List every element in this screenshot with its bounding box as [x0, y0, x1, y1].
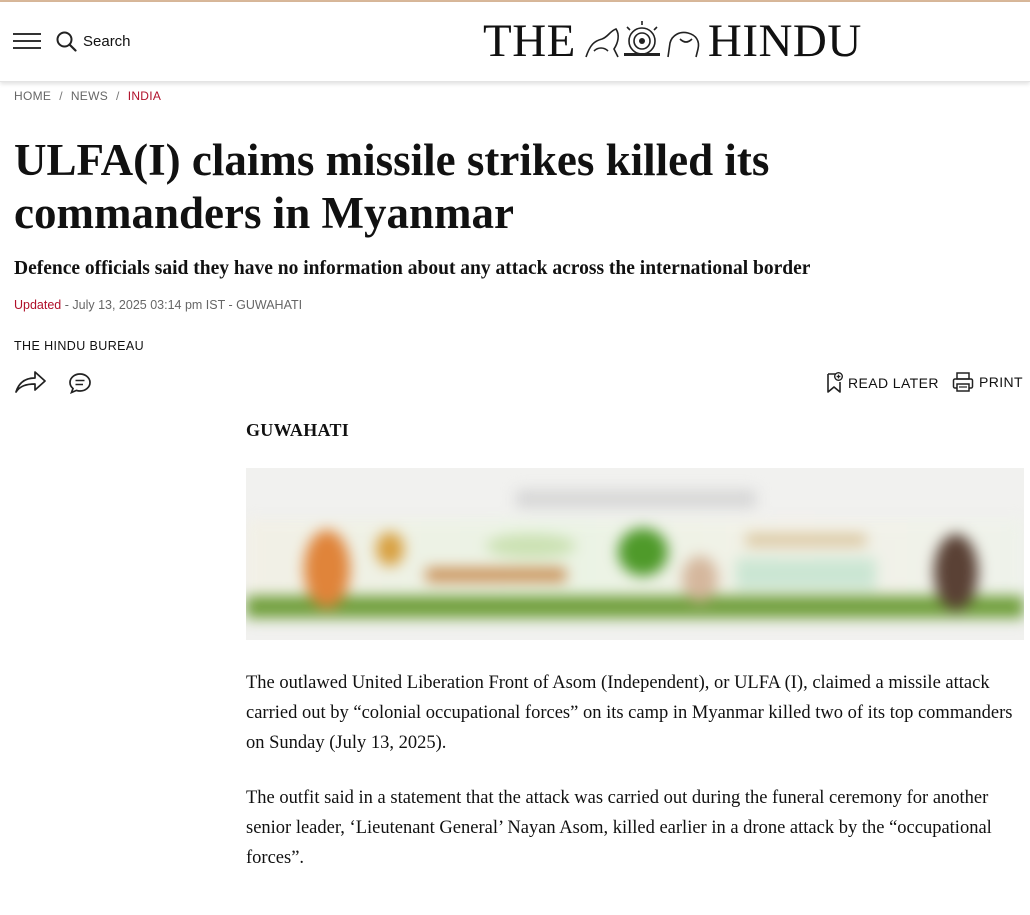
menu-button[interactable]: [13, 33, 41, 49]
breadcrumb: [14, 89, 161, 103]
article-headline: ULFA(I) claims missile strikes killed its commanders in Myanmar: [14, 135, 770, 238]
article-meta: [14, 298, 302, 312]
advertisement-banner[interactable]: [246, 468, 1024, 640]
print-label: PRINT: [979, 374, 1023, 390]
share-arrow-icon: [14, 369, 47, 395]
breadcrumb-news[interactable]: NEWS: [70, 89, 109, 103]
comment-button[interactable]: [68, 372, 92, 399]
read-later-button[interactable]: [826, 371, 939, 394]
logo-text-the: THE: [483, 15, 576, 67]
hamburger-menu-icon-bar: [13, 40, 41, 42]
logo-text-hindu: HINDU: [707, 15, 862, 67]
publish-date: - July 13, 2025 03:14 pm IST - GUWAHATI: [61, 298, 303, 312]
breadcrumb-separator: /: [59, 89, 63, 103]
article-paragraph: The outfit said in a statement that the attack was carried out during the funeral ceremony for another senior leader, ‘Lieutenant General’ Nayan Asom, killed earlier in a drone attack by the “occupational forces”.: [246, 788, 992, 868]
breadcrumb-separator: /: [116, 89, 120, 103]
breadcrumb-india[interactable]: INDIA: [127, 89, 162, 103]
author-byline[interactable]: THE HINDU BUREAU: [14, 339, 145, 353]
search-icon: [56, 31, 77, 52]
article-dateline: GUWAHATI: [246, 420, 350, 440]
search-label: Search: [83, 32, 131, 50]
print-button[interactable]: [952, 371, 1023, 393]
search-button[interactable]: [56, 30, 131, 52]
article-paragraph: The outlawed United Liberation Front of Asom (Independent), or ULFA (I), claimed a missile attack carried out by “colonial occupational forces” on its camp in Myanmar killed two of its top commanders on Sunday (July 13, 2025).: [246, 673, 1013, 753]
hamburger-menu-icon-bar: [13, 47, 41, 49]
breadcrumb-home[interactable]: HOME: [14, 89, 52, 103]
site-logo[interactable]: [483, 15, 862, 67]
emblem-icon: [580, 21, 704, 61]
bookmark-plus-icon: [826, 371, 843, 394]
advertisement-image: [246, 468, 1024, 640]
share-button[interactable]: [14, 369, 47, 400]
article-subheadline: Defence officials said they have no information about any attack across the international border: [14, 258, 811, 279]
hamburger-menu-icon: [13, 33, 41, 35]
read-later-label: READ LATER: [848, 374, 939, 391]
printer-icon: [952, 371, 974, 393]
updated-label: Updated: [14, 298, 62, 312]
site-header: [0, 2, 1030, 82]
comment-bubble-icon: [68, 372, 92, 394]
